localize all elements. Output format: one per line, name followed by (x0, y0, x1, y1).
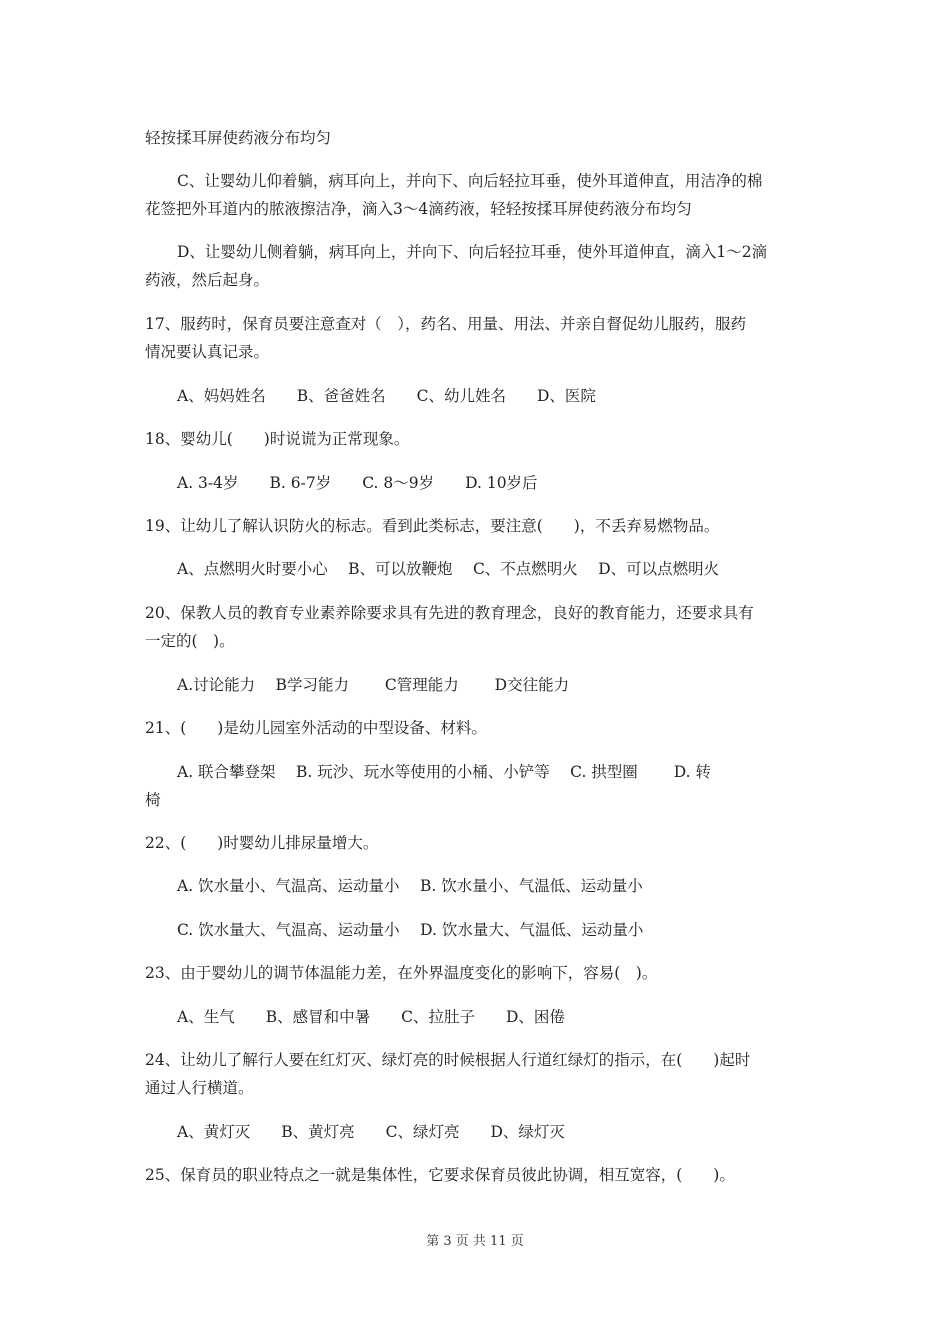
question-23-options: A、生气 B、感冒和中暑 C、拉肚子 D、困倦 (177, 1008, 565, 1026)
option-c-line: C、让婴幼儿仰着躺，病耳向上，并向下、向后轻拉耳垂，使外耳道伸直，用洁净的棉 (177, 172, 763, 190)
text-line: 药液，然后起身。 (145, 271, 270, 289)
question-24: 24、让幼儿了解行人要在红灯灭、绿灯亮的时候根据人行道红绿灯的指示，在( )起时 (145, 1051, 751, 1069)
question-17: 17、服药时，保育员要注意查对（ ），药名、用量、用法、并亲自督促幼儿服药，服药 (145, 315, 746, 333)
question-21: 21、( )是幼儿园室外活动的中型设备、材料。 (145, 719, 487, 737)
question-19: 19、让幼儿了解认识防火的标志。看到此类标志，要注意( )，不丢弃易燃物品。 (145, 517, 720, 535)
text-line: 情况要认真记录。 (145, 343, 270, 361)
question-17-options: A、妈妈姓名 B、爸爸姓名 C、幼儿姓名 D、医院 (177, 387, 596, 405)
question-18-options: A. 3-4岁 B. 6-7岁 C. 8～9岁 D. 10岁后 (177, 474, 538, 492)
text-line: 一定的( )。 (145, 632, 235, 650)
text-line: 椅 (145, 791, 161, 809)
option-d-line: D、让婴幼儿侧着躺，病耳向上，并向下、向后轻拉耳垂，使外耳道伸直，滴入1～2滴 (177, 243, 768, 261)
text-line: 轻按揉耳屏使药液分布均匀 (145, 129, 332, 147)
question-22-options-cd: C. 饮水量大、气温高、运动量小 D. 饮水量大、气温低、运动量小 (177, 921, 644, 939)
text-line: 花签把外耳道内的脓液擦洁净，滴入3～4滴药液，轻轻按揉耳屏使药液分布均匀 (145, 200, 692, 218)
question-25: 25、保育员的职业特点之一就是集体性，它要求保育员彼此协调，相互宽容，( )。 (145, 1166, 735, 1184)
question-20-options: A.讨论能力 B学习能力 C管理能力 D交往能力 (177, 676, 570, 694)
text-line: 通过人行横道。 (145, 1079, 254, 1097)
page-footer: 第 3 页 共 11 页 (426, 1234, 524, 1249)
question-22-options-ab: A. 饮水量小、气温高、运动量小 B. 饮水量小、气温低、运动量小 (177, 877, 643, 895)
question-24-options: A、黄灯灭 B、黄灯亮 C、绿灯亮 D、绿灯灭 (177, 1123, 565, 1141)
question-23: 23、由于婴幼儿的调节体温能力差，在外界温度变化的影响下，容易( )。 (145, 964, 658, 982)
question-20: 20、保教人员的教育专业素养除要求具有先进的教育理念，良好的教育能力，还要求具有 (145, 604, 754, 622)
question-19-options: A、点燃明火时要小心 B、可以放鞭炮 C、不点燃明火 D、可以点燃明火 (177, 560, 720, 578)
question-22: 22、( )时婴幼儿排尿量增大。 (145, 834, 379, 852)
question-18: 18、婴幼儿( )时说谎为正常现象。 (145, 430, 410, 448)
question-21-options: A. 联合攀登架 B. 玩沙、玩水等使用的小桶、小铲等 C. 拱型圈 D. 转 (177, 763, 711, 781)
